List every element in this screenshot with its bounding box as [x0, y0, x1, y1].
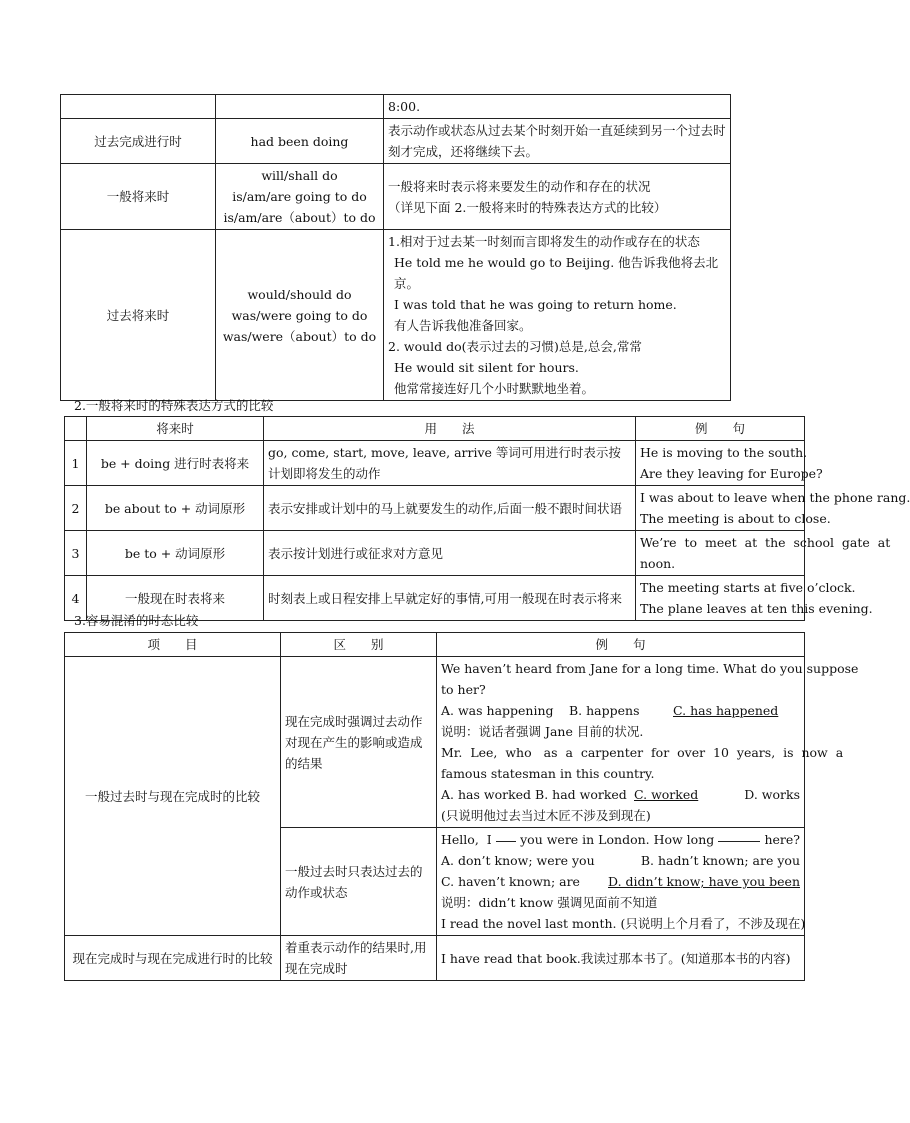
tense-usage: 表示动作或状态从过去某个时刻开始一直延续到另一个过去时刻才完成，还将继续下去。	[384, 119, 731, 164]
table-row	[65, 531, 805, 576]
usage: 表示按计划进行或征求对方意见	[264, 531, 636, 576]
expression-name: be to + 动词原形	[87, 531, 264, 576]
example: I was about to leave when the phone rang. The meeting is about to close.	[636, 486, 805, 531]
section-title: 3.容易混淆的时态比较	[74, 613, 199, 628]
example: Hello, I you were in London. How long here? A. don’t know; were you B. hadn’t known; are you C. haven’t known; are D. didn’t know; have you been 说明：didn’t know 强调见面前不知道 I read the novel last month. (只说明上个月看了，不涉及现在)	[437, 828, 805, 936]
section-title: 2.一般将来时的特殊表达方式的比较	[74, 398, 274, 413]
expression-name: 一般现在时表将来	[87, 576, 264, 621]
column-header: 用 法	[264, 417, 636, 441]
table-row	[65, 936, 805, 981]
tense-name: 过去将来时	[61, 230, 216, 401]
example: We haven’t heard from Jane for a long time. What do you suppose to her? A. was happening B. happens C. has happened 说明：说话者强调 Jane 目前的状况. Mr. Lee, who as a carpenter for over 10 years, is now a famous statesman in this country. A. has worked B. had worked C. worked D. works (只说明他过去当过木匠不涉及到现在)	[437, 657, 805, 828]
answer-blank	[496, 829, 516, 842]
answer-blank	[718, 829, 760, 842]
table-row	[65, 441, 805, 486]
tense-comparison-table	[64, 632, 859, 981]
column-header: 项 目	[65, 633, 281, 657]
row-number: 2	[65, 486, 87, 531]
difference: 一般过去时只表达过去的动作或状态	[281, 828, 437, 936]
row-number: 1	[65, 441, 87, 486]
tense-usage: 一般将来时表示将来要发生的动作和存在的状况 （详见下面 2.一般将来时的特殊表达方式的比较）	[384, 164, 731, 230]
column-header: 区 别	[281, 633, 437, 657]
tense-form: would/should do was/were going to do was/were（about）to do	[216, 230, 384, 401]
tense-form: will/shall do is/am/are going to do is/am/are（about）to do	[216, 164, 384, 230]
comparison-item: 一般过去时与现在完成时的比较	[65, 657, 281, 936]
column-header: 例 句	[636, 417, 805, 441]
example: The meeting starts at five o’clock. The plane leaves at ten this evening.	[636, 576, 805, 621]
table-header-row	[65, 633, 805, 657]
example: He is moving to the south. Are they leaving for Europe?	[636, 441, 805, 486]
difference: 着重表示动作的结果时,用现在完成时	[281, 936, 437, 981]
table-row	[61, 230, 731, 401]
column-header: 例 句	[437, 633, 805, 657]
example: I have read that book.我读过那本书了。(知道那本书的内容)	[437, 936, 805, 981]
table-header-row	[65, 417, 805, 441]
tense-name: 过去完成进行时	[61, 119, 216, 164]
column-header: 将来时	[87, 417, 264, 441]
example: We’re to meet at the school gate at noon.	[636, 531, 805, 576]
tense-usage: 1.相对于过去某一时刻而言即将发生的动作或存在的状态 He told me he would go to Beijing. 他告诉我他将去北京。 I was told that he was going to return home. 有人告诉我他准备回家。 2. would do(表示过去的习惯)总是,总会,常常 He would sit silent for hours. 他常常接连好几个小时默默地坐着。	[384, 230, 731, 401]
difference: 现在完成时强调过去动作对现在产生的影响或造成的结果	[281, 657, 437, 828]
table-row	[65, 486, 805, 531]
usage: 表示安排或计划中的马上就要发生的动作,后面一般不跟时间状语	[264, 486, 636, 531]
comparison-item: 现在完成时与现在完成进行时的比较	[65, 936, 281, 981]
tense-name: 一般将来时	[61, 164, 216, 230]
future-expression-table	[64, 416, 910, 621]
cell	[61, 95, 216, 119]
usage: 时刻表上或日程安排上早就定好的事情,可用一般现在时表示将来	[264, 576, 636, 621]
table-row	[61, 119, 731, 164]
tense-form: had been doing	[216, 119, 384, 164]
table-row	[61, 164, 731, 230]
usage: go, come, start, move, leave, arrive 等词可用进行时表示按计划即将发生的动作	[264, 441, 636, 486]
expression-name: be + doing 进行时表将来	[87, 441, 264, 486]
table-row	[65, 657, 805, 828]
tense-table-1	[60, 94, 731, 401]
cell	[216, 95, 384, 119]
cell: 8:00.	[384, 95, 731, 119]
cell	[65, 417, 87, 441]
expression-name: be about to + 动词原形	[87, 486, 264, 531]
table-row	[61, 95, 731, 119]
row-number: 3	[65, 531, 87, 576]
row-number: 4	[65, 576, 87, 621]
